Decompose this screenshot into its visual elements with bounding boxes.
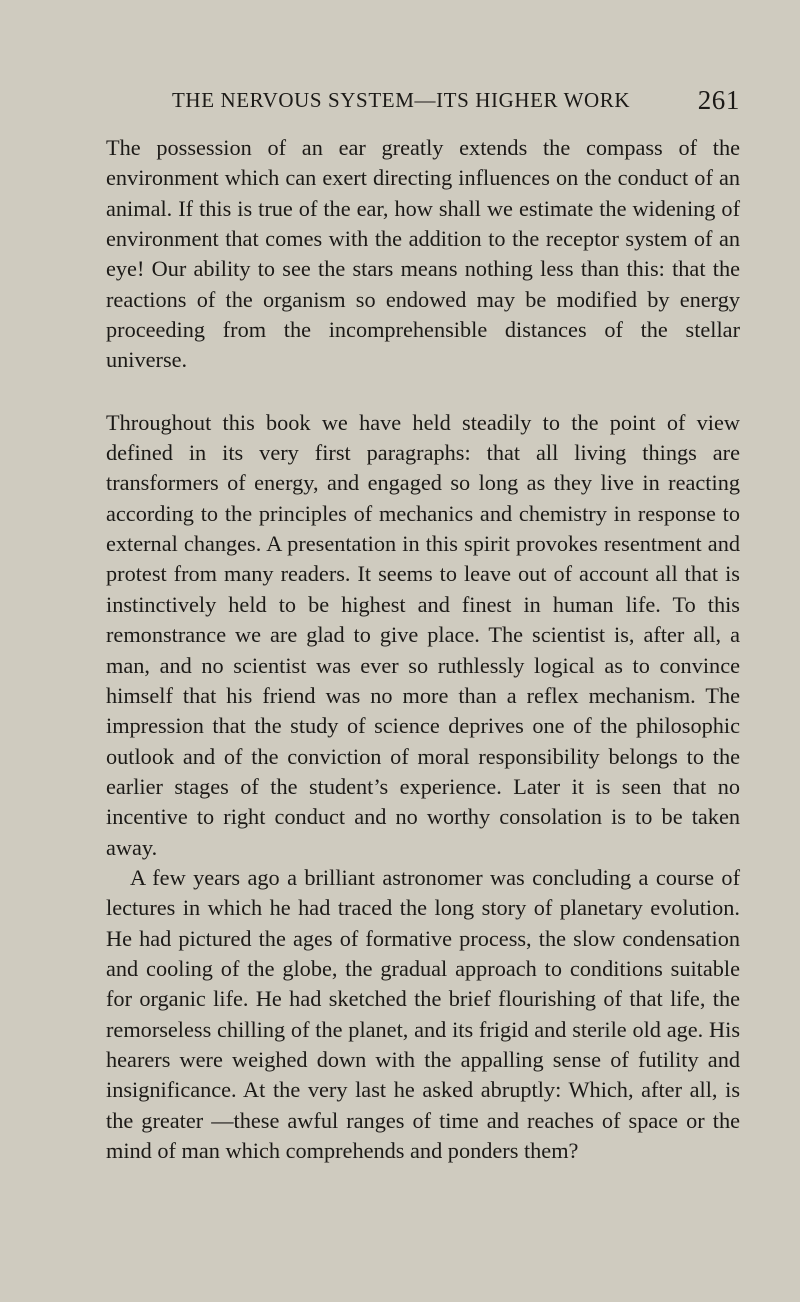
running-head (172, 80, 740, 120)
paragraph-astronomer: A few years ago a brilliant astronomer was concluding a course of lectures in which he had traced the long story of planetary evolution. He had pictured the ages of formative process, the slow condensation and cooling of the globe, the gradual approach to conditions suitable for organic life. He had sketched the brief flourishing of that life, the remorseless chilling of the planet, and its frigid and sterile old age. His hearers were weighed down with the appalling sense of futility and insignificance. At the very last he asked abruptly: Which, after all, is the greater —these awful ranges of time and reaches of space or the mind of man which comprehends and ponders them? (106, 864, 740, 1163)
paragraph-point-of-view: Throughout this book we have held steadily to the point of view defined in its very first paragraphs: that all living things are transformers of energy, and engaged so long as they live in reacting according to the principles of mechanics and chemistry in response to external changes. A presentation in this spirit provokes resentment and protest from many readers. It seems to leave out of account all that is instinctively held to be highest and finest in human life. To this remonstrance we are glad to give place. The scientist is, after all, a man, and no scientist was ever so ruthlessly logical as to convince himself that his friend was no more than a reflex mechanism. The impression that the study of science deprives one of the philosophic outlook and of the conviction of moral responsibility belongs to the earlier stages of the student’s experience. Later it is seen that no incentive to right conduct and no worthy consolation is to be taken away. (106, 409, 740, 860)
body-text (106, 133, 740, 1166)
paragraph-ear-environment: The possession of an ear greatly extends the compass of the environment which can exert directing influences on the conduct of an animal. If this is true of the ear, how shall we estimate the widening of environment that comes with the addition to the receptor system of an eye! Our ability to see the stars means nothing less than this: that the reactions of the organism so endowed may be modified by energy proceeding from the incomprehensible distances of the stellar universe. (106, 135, 740, 373)
page-number: 261 (697, 85, 740, 115)
chapter-title: THE NERVOUS SYSTEM—ITS HIGHER WORK (172, 88, 631, 112)
